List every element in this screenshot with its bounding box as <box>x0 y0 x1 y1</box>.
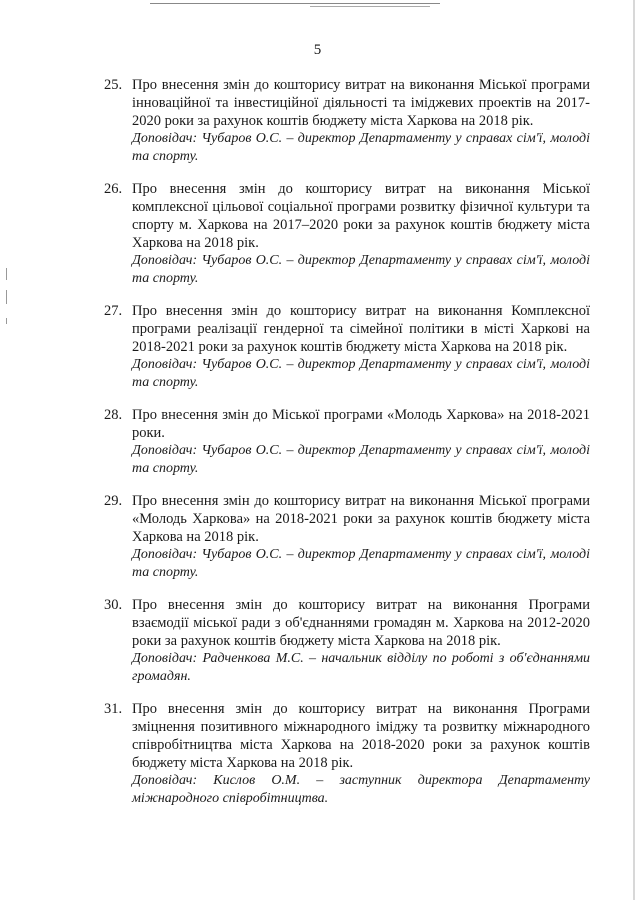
scan-artifact-mark <box>6 268 7 280</box>
agenda-item <box>96 700 590 808</box>
item-speaker: Доповідач: Чубаров О.С. – директор Департаменту у справах сім'ї, молоді та спорту. <box>132 131 590 164</box>
item-speaker: Доповідач: Радченкова М.С. – начальник відділу по роботі з об'єднаннями громадян. <box>132 651 590 684</box>
item-text: Про внесення змін до кошторису витрат на виконання Програми зміцнення позитивного міжнародного іміджу та розвитку міжнародного співробітництва міста Харкова на 2018-2020 роки за рахунок коштів бюджету міста Харкова на 2018 рік. <box>132 701 590 771</box>
item-speaker: Доповідач: Чубаров О.С. – директор Департаменту у справах сім'ї, молоді та спорту. <box>132 357 590 390</box>
item-speaker: Доповідач: Кислов О.М. – заступник директора Департаменту міжнародного співробітництва. <box>132 773 590 806</box>
agenda-list <box>96 76 590 822</box>
scan-artifact-line <box>310 6 430 7</box>
item-number: 26. <box>104 181 123 197</box>
scan-artifact-line <box>150 3 440 4</box>
item-speaker: Доповідач: Чубаров О.С. – директор Департаменту у справах сім'ї, молоді та спорту. <box>132 253 590 286</box>
page-number: 5 <box>313 42 322 58</box>
scan-artifact-mark <box>6 290 7 304</box>
scan-artifact-mark <box>6 318 7 324</box>
agenda-item <box>96 180 590 288</box>
agenda-item <box>96 596 590 686</box>
agenda-item <box>96 76 590 166</box>
item-number: 28. <box>104 407 123 423</box>
agenda-item <box>96 492 590 582</box>
agenda-item <box>96 406 590 478</box>
item-number: 27. <box>104 303 123 319</box>
item-text: Про внесення змін до кошторису витрат на виконання Міської програми інноваційної та інвестиційної діяльності та іміджевих проектів на 2017-2020 роки за рахунок коштів бюджету міста Харкова на 2018 рік. <box>132 77 590 129</box>
item-number: 31. <box>104 701 123 717</box>
item-text: Про внесення змін до кошторису витрат на виконання Міської програми «Молодь Харкова» на 2018-2021 роки за рахунок коштів бюджету міста Харкова на 2018 рік. <box>132 493 590 545</box>
item-text: Про внесення змін до Міської програми «Молодь Харкова» на 2018-2021 роки. <box>132 407 590 441</box>
item-text: Про внесення змін до кошторису витрат на виконання Міської комплексної цільової соціальної програми розвитку фізичної культури та спорту м. Харкова на 2017–2020 роки за рахунок коштів бюджету міста Харкова на 2018 рік. <box>132 181 590 251</box>
item-number: 30. <box>104 597 123 613</box>
item-text: Про внесення змін до кошторису витрат на виконання Програми взаємодії міської ради з об'єднаннями громадян м. Харкова на 2012-2020 роки за рахунок коштів бюджету міста Харкова на 2018 рік. <box>132 597 590 649</box>
agenda-item <box>96 302 590 392</box>
item-text: Про внесення змін до кошторису витрат на виконання Комплексної програми реалізації гендерної та сімейної політики в місті Харкові на 2018-2021 роки за рахунок коштів бюджету міста Харкова на 2018 рік. <box>132 303 590 355</box>
item-speaker: Доповідач: Чубаров О.С. – директор Департаменту у справах сім'ї, молоді та спорту. <box>132 547 590 580</box>
item-number: 25. <box>104 77 123 93</box>
item-speaker: Доповідач: Чубаров О.С. – директор Департаменту у справах сім'ї, молоді та спорту. <box>132 443 590 476</box>
item-number: 29. <box>104 493 123 509</box>
